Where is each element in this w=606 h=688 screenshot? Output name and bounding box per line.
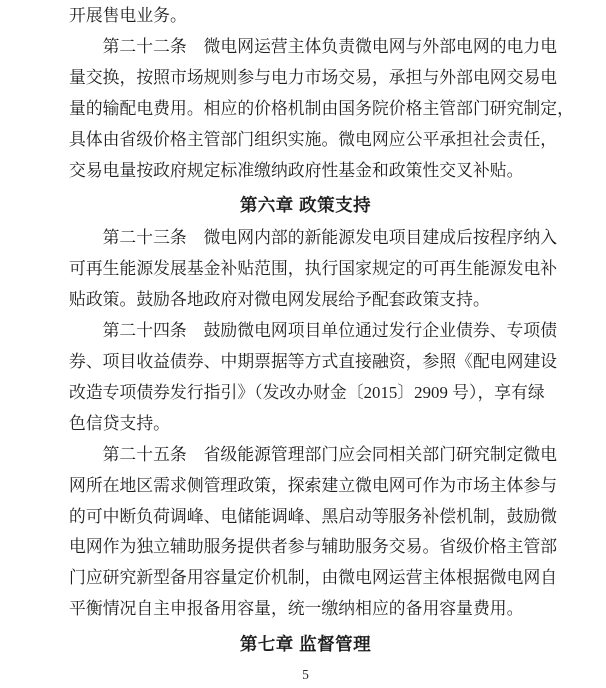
paragraph-line: 的可中断负荷调峰、电储能调峰、黑启动等服务补偿机制，鼓励微 xyxy=(69,506,558,526)
article-22-opening-line: 第二十二条 微电网运营主体负责微电网与外部电网的电力电 xyxy=(102,36,558,56)
paragraph-line: 门应研究新型备用容量定价机制，由微电网运营主体根据微电网自 xyxy=(69,568,558,588)
paragraph-line: 平衡情况自主申报备用容量，统一缴纳相应的备用容量费用。 xyxy=(69,599,524,619)
chapter-6-heading: 第六章 政策支持 xyxy=(239,195,372,216)
text-column xyxy=(69,1,574,683)
paragraph-line: 贴政策。鼓励各地政府对微电网发展给予配套政策支持。 xyxy=(69,290,490,310)
paragraph-line: 改造专项债券发行指引》（发改办财金〔2015〕2909 号），享有绿 xyxy=(69,382,545,402)
paragraph-line: 券、项目收益债券、中期票据等方式直接融资，参照《配电网建设 xyxy=(69,351,558,371)
paragraph-line: 网所在地区需求侧管理政策，探索建立微电网可作为市场主体参与 xyxy=(69,475,558,495)
paragraph-line: 可再生能源发展基金补贴范围，执行国家规定的可再生能源发电补 xyxy=(69,259,558,279)
paragraph-line: 电网作为独立辅助服务提供者参与辅助服务交易。省级价格主管部 xyxy=(69,537,558,557)
paragraph-line: 开展售电业务。 xyxy=(69,6,187,25)
article-23-opening-line: 第二十三条 微电网内部的新能源发电项目建成后按程序纳入 xyxy=(102,228,558,248)
paragraph-line: 量交换，按照市场规则参与电力市场交易，承担与外部电网交易电 xyxy=(69,67,558,87)
chapter-7-heading: 第七章 监督管理 xyxy=(239,634,372,655)
paragraph-line: 交易电量按政府规定标准缴纳政府性基金和政策性交叉补贴。 xyxy=(69,160,524,180)
article-24-opening-line: 第二十四条 鼓励微电网项目单位通过发行企业债券、专项债 xyxy=(102,321,558,341)
page-number: 5 xyxy=(302,667,309,683)
article-25-opening-line: 第二十五条 省级能源管理部门应会同相关部门研究制定微电 xyxy=(102,444,558,464)
paragraph-line: 色信贷支持。 xyxy=(69,413,170,433)
paragraph-line: 具体由省级价格主管部门组织实施。微电网应公平承担社会责任， xyxy=(69,129,558,149)
paragraph-line: 量的输配电费用。相应的价格机制由国务院价格主管部门研究制定， xyxy=(69,98,574,118)
